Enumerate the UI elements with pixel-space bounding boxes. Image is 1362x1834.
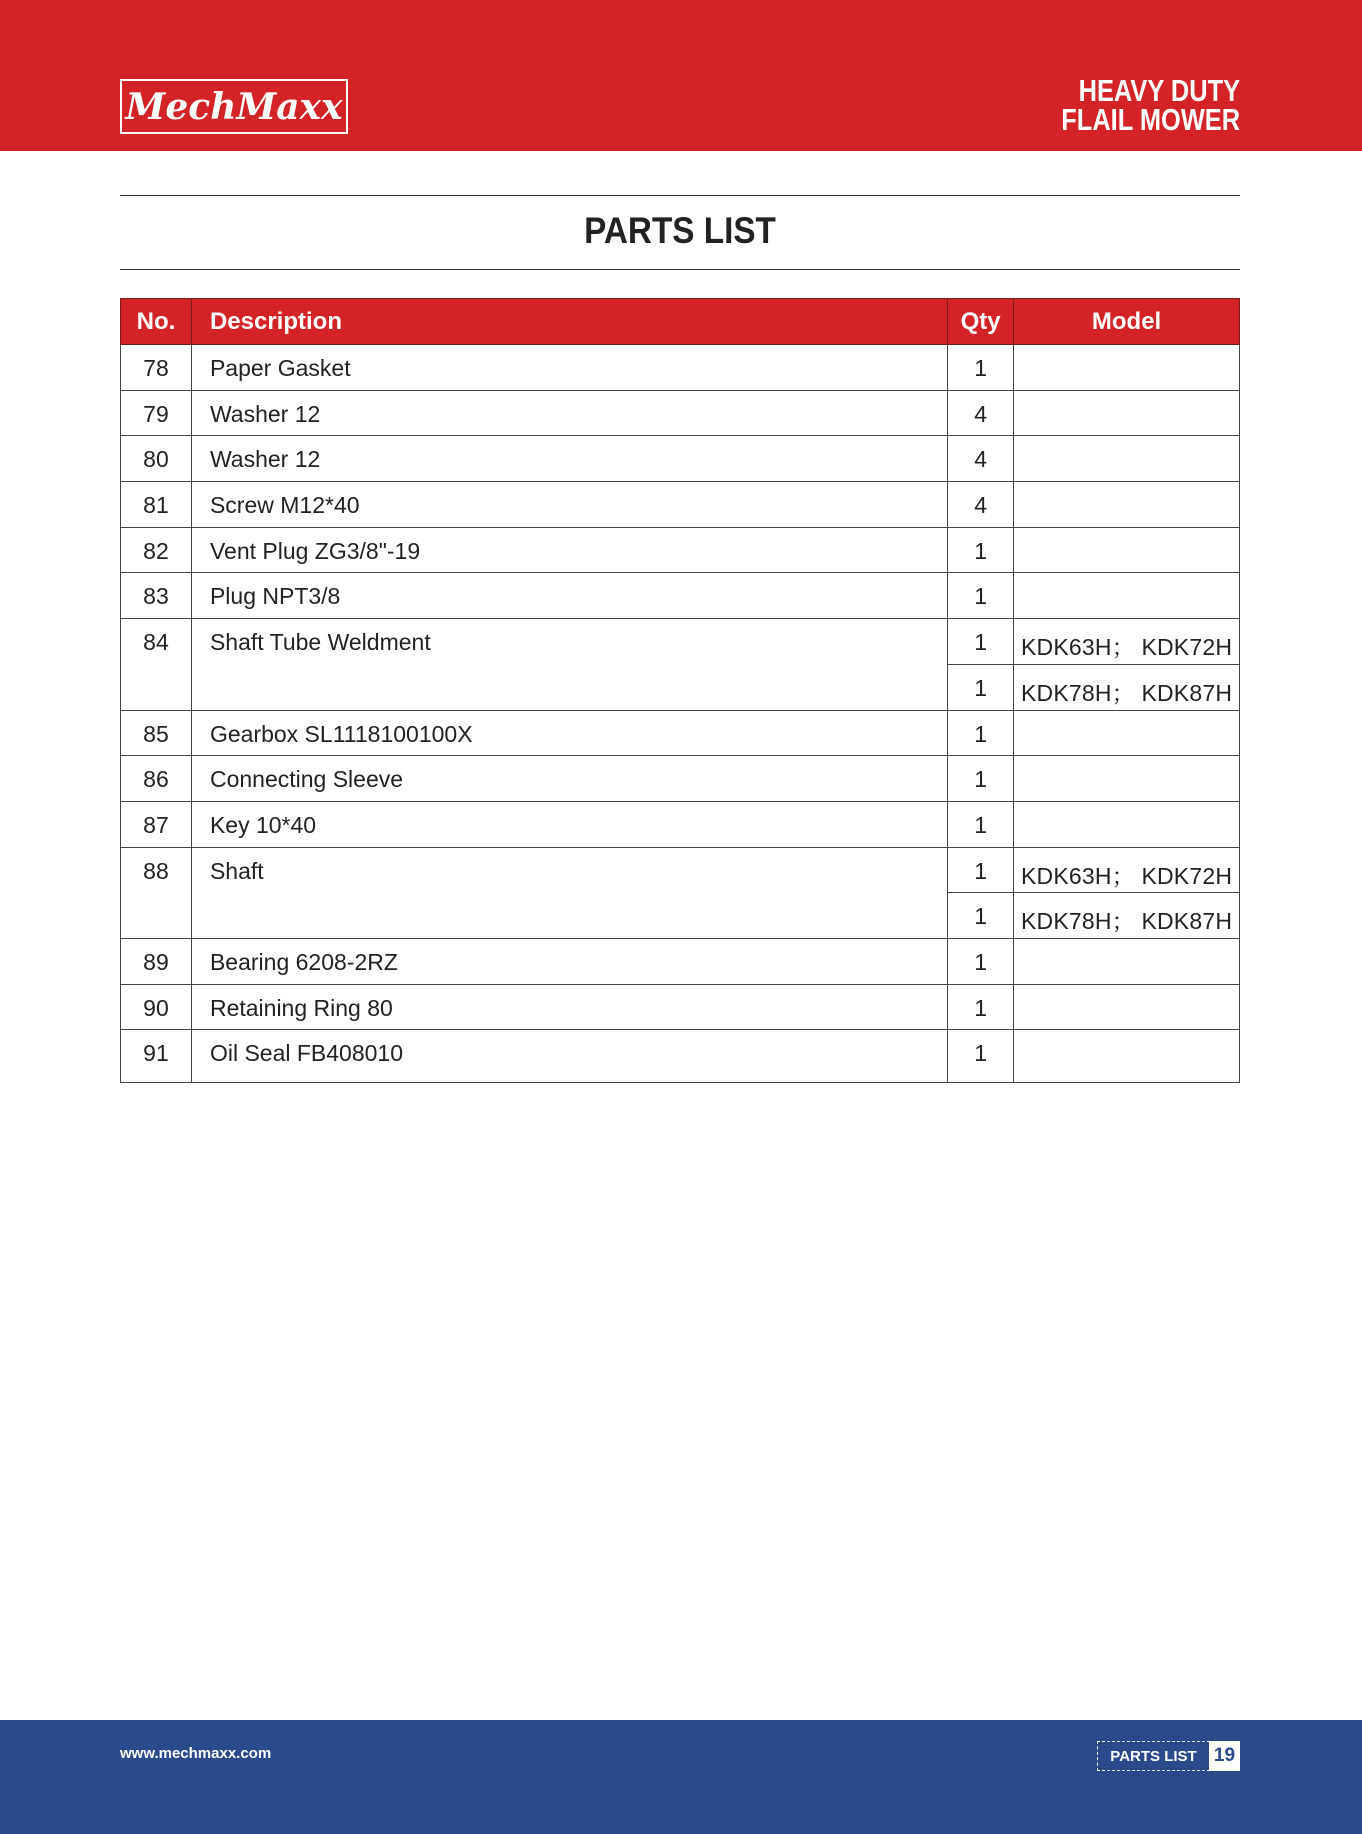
table-body bbox=[121, 345, 1240, 1083]
cell-description: Screw M12*40 bbox=[191, 482, 947, 528]
cell-description: Plug NPT3/8 bbox=[191, 573, 947, 619]
table-header-row bbox=[121, 299, 1240, 345]
table-row bbox=[121, 984, 1240, 1030]
website-link[interactable]: www.mechmaxx.com bbox=[120, 1745, 272, 1762]
cell-qty: 1 bbox=[948, 664, 1014, 710]
cell-model bbox=[1014, 984, 1240, 1030]
cell-qty: 1 bbox=[948, 710, 1014, 756]
cell-model bbox=[1014, 482, 1240, 528]
product-title-line-2: FLAIL MOWER bbox=[1061, 102, 1240, 137]
table-row bbox=[121, 436, 1240, 482]
cell-no: 88 bbox=[121, 847, 192, 938]
cell-no: 90 bbox=[121, 984, 192, 1030]
title-rule-bottom bbox=[120, 269, 1240, 270]
cell-qty: 1 bbox=[948, 619, 1014, 665]
cell-description: Shaft bbox=[191, 847, 947, 938]
cell-qty: 1 bbox=[948, 801, 1014, 847]
footer-section-label: PARTS LIST bbox=[1097, 1741, 1210, 1771]
cell-qty: 4 bbox=[948, 390, 1014, 436]
brand-logo-text: MechMaxx bbox=[125, 85, 343, 128]
cell-qty: 1 bbox=[948, 984, 1014, 1030]
cell-qty: 1 bbox=[948, 345, 1014, 391]
table-row bbox=[121, 527, 1240, 573]
cell-model bbox=[1014, 573, 1240, 619]
product-title-line-1: HEAVY DUTY bbox=[1078, 73, 1240, 108]
cell-model: KDK63H； KDK72H bbox=[1014, 847, 1240, 893]
cell-description: Shaft Tube Weldment bbox=[191, 619, 947, 710]
cell-qty: 1 bbox=[948, 573, 1014, 619]
parts-table bbox=[120, 298, 1240, 1083]
cell-model bbox=[1014, 756, 1240, 802]
column-header-no: No. bbox=[121, 299, 192, 345]
cell-no: 86 bbox=[121, 756, 192, 802]
cell-no: 84 bbox=[121, 619, 192, 710]
cell-description: Washer 12 bbox=[191, 436, 947, 482]
cell-no: 81 bbox=[121, 482, 192, 528]
title-rule-top bbox=[120, 195, 1240, 196]
cell-qty: 1 bbox=[948, 756, 1014, 802]
cell-qty: 1 bbox=[948, 847, 1014, 893]
cell-no: 78 bbox=[121, 345, 192, 391]
table-row bbox=[121, 801, 1240, 847]
table-row bbox=[121, 390, 1240, 436]
cell-description: Bearing 6208-2RZ bbox=[191, 938, 947, 984]
column-header-description: Description bbox=[191, 299, 947, 345]
cell-no: 79 bbox=[121, 390, 192, 436]
cell-no: 89 bbox=[121, 938, 192, 984]
table-row bbox=[121, 345, 1240, 391]
page-header bbox=[0, 0, 1362, 151]
cell-qty: 4 bbox=[948, 436, 1014, 482]
cell-qty: 1 bbox=[948, 893, 1014, 939]
brand-logo bbox=[120, 79, 348, 134]
cell-qty: 1 bbox=[948, 938, 1014, 984]
cell-description: Oil Seal FB408010 bbox=[191, 1030, 947, 1083]
column-header-qty: Qty bbox=[948, 299, 1014, 345]
cell-description: Paper Gasket bbox=[191, 345, 947, 391]
table-row bbox=[121, 710, 1240, 756]
cell-no: 91 bbox=[121, 1030, 192, 1083]
table-row bbox=[121, 847, 1240, 893]
cell-description: Connecting Sleeve bbox=[191, 756, 947, 802]
cell-model bbox=[1014, 801, 1240, 847]
table-row bbox=[121, 938, 1240, 984]
cell-description: Washer 12 bbox=[191, 390, 947, 436]
table-row bbox=[121, 619, 1240, 665]
cell-model bbox=[1014, 390, 1240, 436]
column-header-model: Model bbox=[1014, 299, 1240, 345]
cell-model: KDK63H； KDK72H bbox=[1014, 619, 1240, 665]
cell-description: Vent Plug ZG3/8"-19 bbox=[191, 527, 947, 573]
cell-no: 82 bbox=[121, 527, 192, 573]
product-title bbox=[1061, 73, 1240, 137]
cell-model bbox=[1014, 527, 1240, 573]
table-row bbox=[121, 756, 1240, 802]
cell-model bbox=[1014, 345, 1240, 391]
cell-description: Key 10*40 bbox=[191, 801, 947, 847]
cell-no: 85 bbox=[121, 710, 192, 756]
cell-model bbox=[1014, 710, 1240, 756]
table-row bbox=[121, 1030, 1240, 1083]
cell-qty: 4 bbox=[948, 482, 1014, 528]
cell-description: Gearbox SL1118100100X bbox=[191, 710, 947, 756]
cell-model bbox=[1014, 436, 1240, 482]
cell-model bbox=[1014, 1030, 1240, 1083]
table-row bbox=[121, 573, 1240, 619]
cell-model: KDK78H； KDK87H bbox=[1014, 893, 1240, 939]
page-number: 19 bbox=[1209, 1741, 1240, 1771]
page-title: PARTS LIST bbox=[584, 210, 776, 251]
cell-no: 87 bbox=[121, 801, 192, 847]
cell-model bbox=[1014, 938, 1240, 984]
cell-qty: 1 bbox=[948, 1030, 1014, 1083]
cell-no: 80 bbox=[121, 436, 192, 482]
cell-description: Retaining Ring 80 bbox=[191, 984, 947, 1030]
cell-qty: 1 bbox=[948, 527, 1014, 573]
table-row bbox=[121, 482, 1240, 528]
page-footer bbox=[0, 1720, 1362, 1834]
cell-model: KDK78H； KDK87H bbox=[1014, 664, 1240, 710]
cell-no: 83 bbox=[121, 573, 192, 619]
